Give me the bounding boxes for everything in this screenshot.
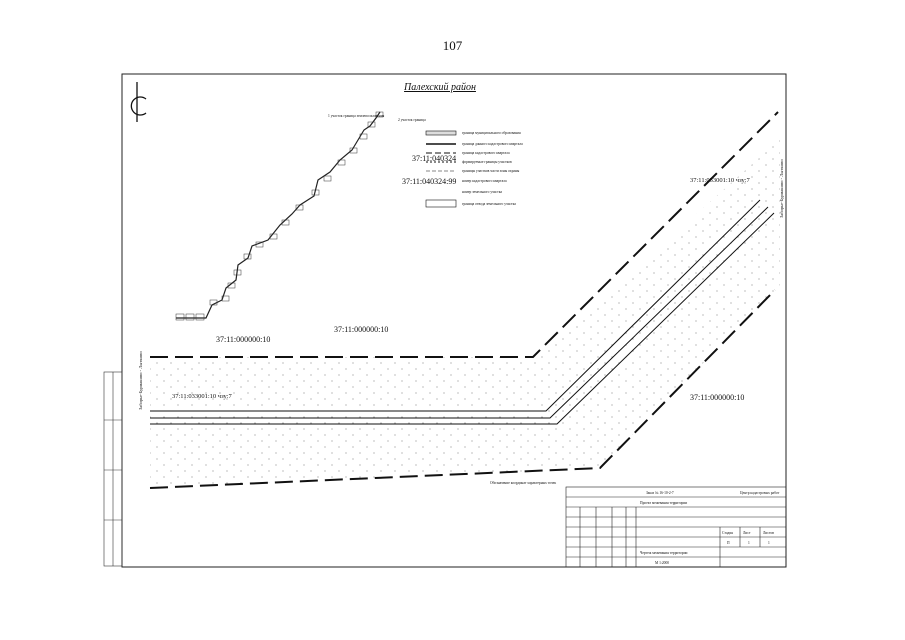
stepped-boundary-markers bbox=[176, 112, 383, 320]
cadastral-label-left-strip: 37:11:033001:10 чзу:7 bbox=[172, 393, 232, 400]
cadastral-label-right-bottom: 37:11:000000:10 bbox=[690, 393, 745, 402]
legend-item-7: номер земельного участка bbox=[462, 190, 502, 194]
side-stamp bbox=[104, 372, 122, 566]
title-scale: М 1:2000 bbox=[655, 561, 670, 565]
page-number: 107 bbox=[442, 38, 463, 53]
side-label-right: Заборье-Бурмакино - Лыткино bbox=[779, 159, 784, 218]
legend-item-5: границы участков части зоны охраны bbox=[462, 169, 520, 173]
legend-item-1: граница муниципального образования bbox=[462, 131, 521, 135]
legend-item-6: номер кадастрового квартала bbox=[462, 179, 507, 183]
side-label-left: Заборье-Бурмакино - Лыткино bbox=[138, 351, 143, 410]
legend-sample-quarter: 37:11:040324 bbox=[412, 154, 457, 163]
title-sheet-label: Лист bbox=[743, 531, 751, 535]
cadastral-label-top-a: 37:11:000000:10 bbox=[216, 335, 271, 344]
title-code: Заказ № 16-10-2-7 bbox=[646, 491, 674, 495]
cadastral-label-right-strip: 37:11:033001:10 чзу:7 bbox=[690, 177, 750, 184]
title-drawing-name: Чертеж межевания территории bbox=[640, 551, 688, 555]
north-arrow-icon bbox=[131, 82, 146, 122]
legend-item-4: формируемые границы участков bbox=[462, 160, 512, 164]
stepped-label-2: 2 участок граница bbox=[398, 118, 426, 122]
legend bbox=[402, 131, 523, 207]
stepped-label-1: 1 участок граница землепользования bbox=[328, 114, 385, 118]
legend-sample-parcel: 37:11:040324:99 bbox=[402, 177, 457, 186]
title-org: Центр кадастровых работ bbox=[740, 491, 780, 495]
legend-item-2: граница данного кадастрового квартала bbox=[462, 142, 523, 146]
legend-item-3: граница кадастрового квартала bbox=[462, 151, 510, 155]
footnote: Обозначение координат характерных точек bbox=[490, 481, 557, 485]
legend-item-8: граница отвода земельного участка bbox=[462, 202, 516, 206]
title-block bbox=[566, 487, 786, 567]
title-doc: Проект межевания территории bbox=[640, 501, 688, 505]
cadastral-label-top-b: 37:11:000000:10 bbox=[334, 325, 389, 334]
map-title: Палехский район bbox=[404, 82, 476, 93]
title-sheets: 1 bbox=[768, 541, 770, 545]
stepped-boundary bbox=[176, 112, 380, 318]
title-stage-label: Стадия bbox=[722, 531, 733, 535]
title-sheets-label: Листов bbox=[763, 531, 774, 535]
title-sheet: 1 bbox=[748, 541, 750, 545]
title-stage: П bbox=[727, 541, 730, 545]
